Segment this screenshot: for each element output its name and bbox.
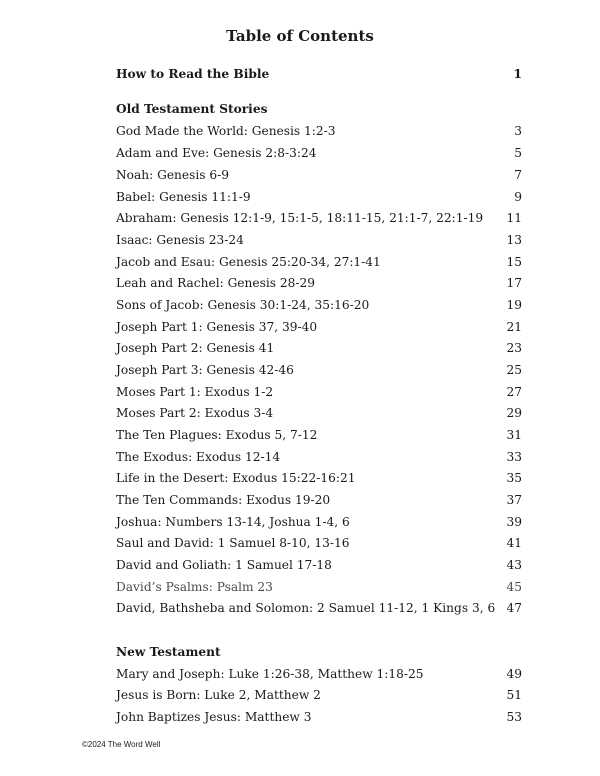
- toc-entry[interactable]: [116, 687, 522, 703]
- toc-entry-page: 29: [506, 406, 522, 420]
- toc-entry-label: Jacob and Esau: Genesis 25:20-34, 27:1-41: [116, 255, 381, 269]
- toc-entry-label: Adam and Eve: Genesis 2:8-3:24: [116, 146, 317, 160]
- toc-entry[interactable]: [116, 600, 522, 616]
- toc-entry-label: Mary and Joseph: Luke 1:26-38, Matthew 1:18-25: [116, 667, 424, 681]
- toc-entry-page: 21: [506, 320, 522, 334]
- toc-entry-label: Leah and Rachel: Genesis 28-29: [116, 276, 315, 290]
- toc-entry-page: 47: [506, 601, 522, 615]
- toc-entry-page: 11: [506, 211, 522, 225]
- toc-entry-page: 7: [514, 168, 522, 182]
- toc-entry[interactable]: [116, 492, 522, 508]
- toc-entry[interactable]: [116, 709, 522, 725]
- toc-entry[interactable]: [116, 666, 522, 682]
- toc-entry-page: 19: [506, 298, 522, 312]
- toc-entry[interactable]: [116, 189, 522, 205]
- toc-entry-label: Joseph Part 2: Genesis 41: [116, 341, 275, 355]
- toc-entry-label: David, Bathsheba and Solomon: 2 Samuel 11-12, 1 Kings 3, 6: [116, 601, 496, 615]
- toc-entry[interactable]: [116, 557, 522, 573]
- toc-entry-label: Jesus is Born: Luke 2, Matthew 2: [116, 688, 321, 702]
- toc-entry-label: How to Read the Bible: [116, 67, 270, 81]
- toc-entry-page: 5: [514, 146, 522, 160]
- toc-entry-page: 51: [506, 688, 522, 702]
- toc-entry-label: Moses Part 1: Exodus 1-2: [116, 385, 274, 399]
- toc-entry-intro[interactable]: [116, 66, 522, 82]
- toc-entry[interactable]: [116, 232, 522, 248]
- toc-entry[interactable]: [116, 427, 522, 443]
- toc-entry-page: 15: [506, 255, 522, 269]
- toc-entry-label: Joseph Part 3: Genesis 42-46: [116, 363, 294, 377]
- toc-entry-page: 41: [506, 536, 522, 550]
- toc-entry-label: Joshua: Numbers 13-14, Joshua 1-4, 6: [116, 515, 350, 529]
- section-heading-new-testament: New Testament: [116, 645, 221, 659]
- page-title: Table of Contents: [226, 27, 374, 45]
- toc-entry-page: 1: [513, 67, 522, 81]
- toc-entry-label: David’s Psalms: Psalm 23: [116, 580, 273, 594]
- toc-entry-label: Life in the Desert: Exodus 15:22-16:21: [116, 471, 356, 485]
- toc-entry-label: Saul and David: 1 Samuel 8-10, 13-16: [116, 536, 350, 550]
- toc-entry[interactable]: [116, 449, 522, 465]
- toc-entry-label: The Exodus: Exodus 12-14: [116, 450, 281, 464]
- toc-entry-page: 27: [506, 385, 522, 399]
- toc-entry[interactable]: [116, 362, 522, 378]
- toc-entry[interactable]: [116, 579, 522, 595]
- toc-entry-page: 25: [506, 363, 522, 377]
- toc-entry-label: God Made the World: Genesis 1:2-3: [116, 124, 336, 138]
- toc-entry-label: Abraham: Genesis 12:1-9, 15:1-5, 18:11-15, 21:1-7, 22:1-19: [116, 211, 484, 225]
- toc-entry-label: Sons of Jacob: Genesis 30:1-24, 35:16-20: [116, 298, 370, 312]
- toc-entry-page: 3: [514, 124, 522, 138]
- toc-entry[interactable]: [116, 123, 522, 139]
- toc-entry[interactable]: [116, 319, 522, 335]
- toc-entry-page: 53: [506, 710, 522, 724]
- toc-entry-label: Isaac: Genesis 23-24: [116, 233, 244, 247]
- toc-entry[interactable]: [116, 297, 522, 313]
- toc-entry-label: David and Goliath: 1 Samuel 17-18: [116, 558, 332, 572]
- toc-entry-label: Noah: Genesis 6-9: [116, 168, 230, 182]
- toc-entry-page: 39: [506, 515, 522, 529]
- toc-entry[interactable]: [116, 275, 522, 291]
- toc-entry[interactable]: [116, 405, 522, 421]
- copyright-footer: ©2024 The Word Well: [82, 740, 161, 749]
- toc-entry-label: The Ten Plagues: Exodus 5, 7-12: [116, 428, 318, 442]
- toc-entry[interactable]: [116, 384, 522, 400]
- toc-entry-label: Babel: Genesis 11:1-9: [116, 190, 251, 204]
- toc-entry[interactable]: [116, 210, 522, 226]
- toc-entry-page: 49: [506, 667, 522, 681]
- toc-entry[interactable]: [116, 514, 522, 530]
- toc-entry-page: 37: [506, 493, 522, 507]
- toc-entry[interactable]: [116, 535, 522, 551]
- toc-entry-label: Moses Part 2: Exodus 3-4: [116, 406, 274, 420]
- toc-entry[interactable]: [116, 145, 522, 161]
- toc-entry-page: 17: [506, 276, 522, 290]
- section-heading-old-testament: Old Testament Stories: [116, 102, 268, 116]
- toc-entry-label: John Baptizes Jesus: Matthew 3: [116, 710, 312, 724]
- toc-entry-page: 43: [506, 558, 522, 572]
- toc-entry-page: 23: [506, 341, 522, 355]
- toc-entry[interactable]: [116, 470, 522, 486]
- toc-entry-page: 31: [506, 428, 522, 442]
- toc-entry-label: Joseph Part 1: Genesis 37, 39-40: [116, 320, 318, 334]
- toc-entry-label: The Ten Commands: Exodus 19-20: [116, 493, 331, 507]
- toc-entry-page: 45: [506, 580, 522, 594]
- toc-entry[interactable]: [116, 340, 522, 356]
- toc-entry-page: 13: [506, 233, 522, 247]
- toc-entry[interactable]: [116, 167, 522, 183]
- toc-entry-page: 9: [514, 190, 522, 204]
- toc-entry-page: 33: [506, 450, 522, 464]
- toc-entry-page: 35: [506, 471, 522, 485]
- toc-entry[interactable]: [116, 254, 522, 270]
